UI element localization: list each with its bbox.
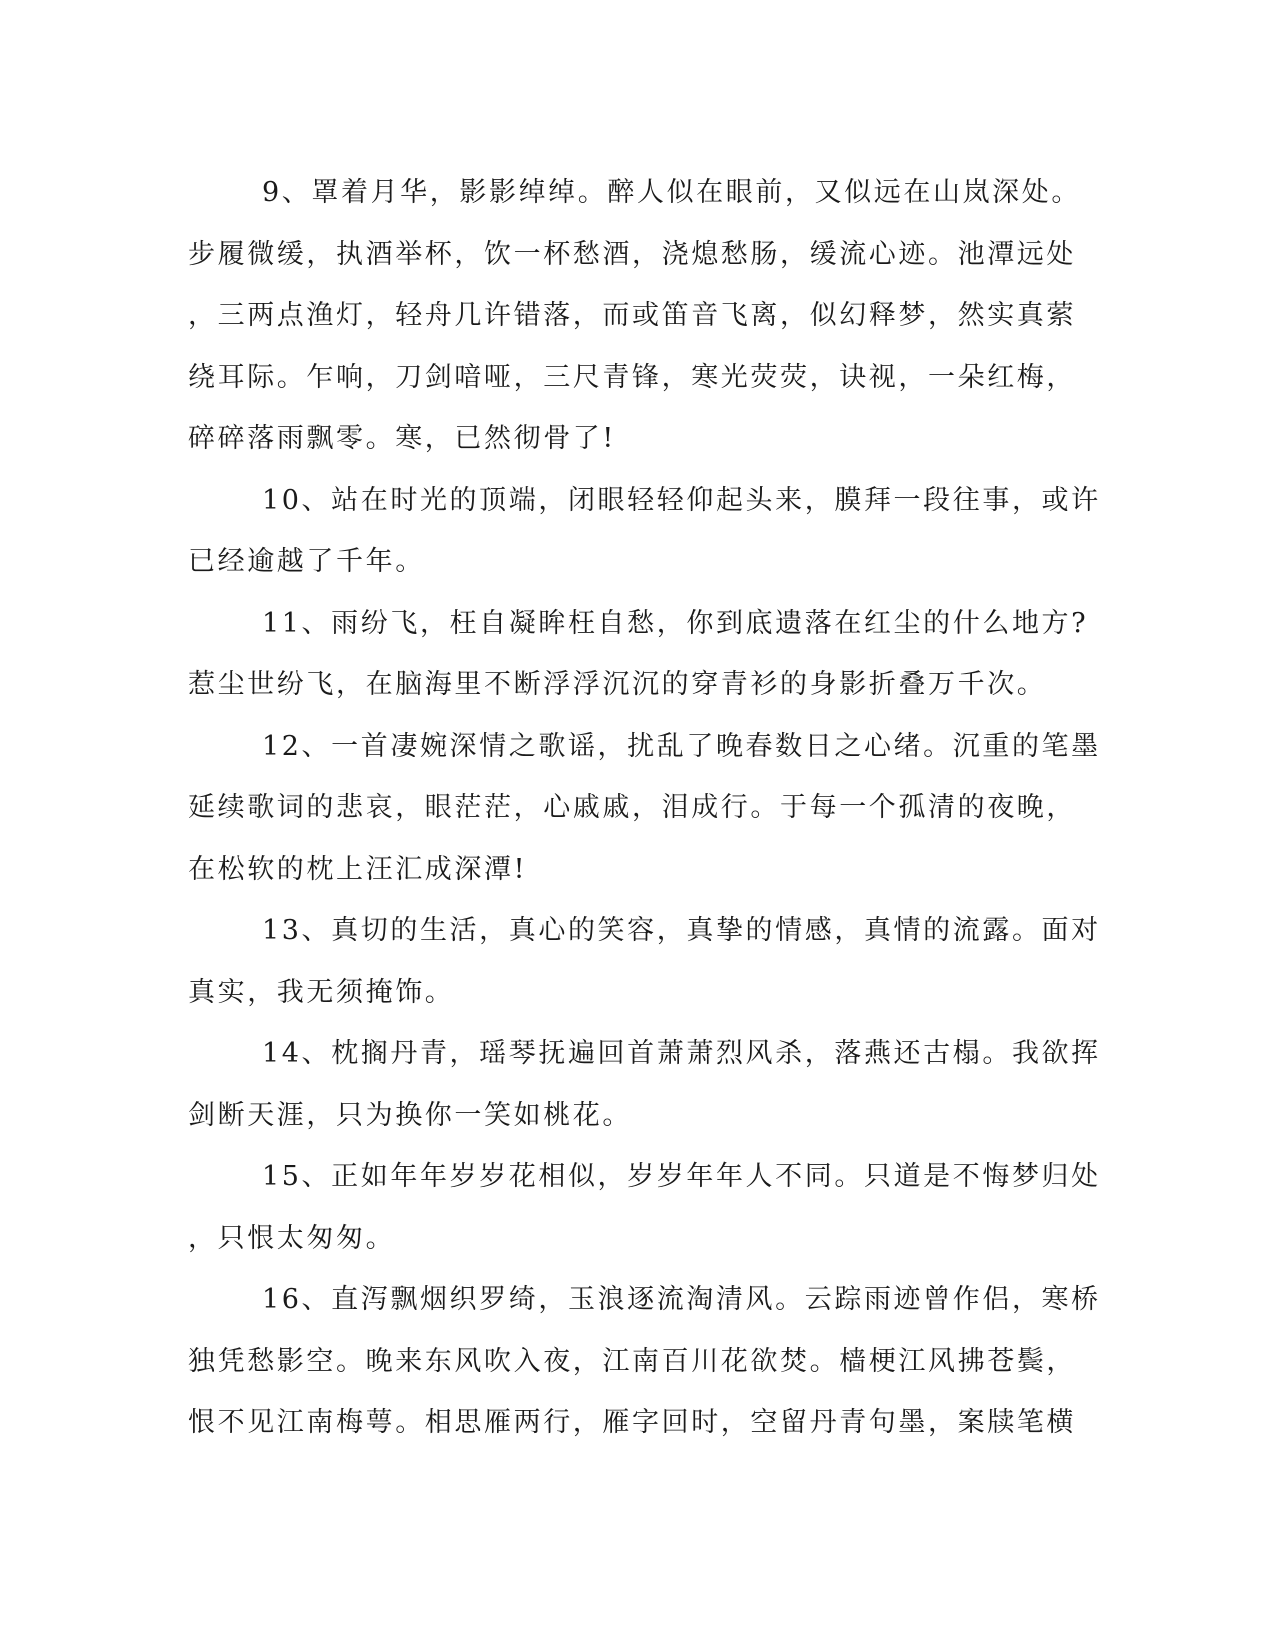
text-line: ，只恨太匆匆。: [188, 1222, 396, 1254]
paragraph-14: [188, 1023, 1101, 1146]
paragraph-10: [188, 470, 1101, 593]
text-line: 绕耳际。乍响，刀剑喑哑，三尺青锋，寒光荧荧，诀视，一朵红梅，: [188, 361, 1076, 393]
body-text: [188, 162, 1101, 1454]
paragraph-9: [188, 162, 1081, 470]
text-line: 10、站在时光的顶端，闭眼轻轻仰起头来，膜拜一段往事，或许: [262, 484, 1101, 516]
text-line: 在松软的枕上汪汇成深潭!: [188, 853, 528, 885]
paragraph-16: [188, 1269, 1101, 1454]
text-line: 已经逾越了千年。: [188, 546, 425, 577]
text-line: 9、罩着月华，影影绰绰。醉人似在眼前，又似远在山岚深处。: [262, 177, 1081, 208]
text-line: 13、真切的生活，真心的笑容，真挚的情感，真情的流露。面对: [262, 915, 1101, 946]
text-line: 11、雨纷飞，枉自凝眸枉自愁，你到底遗落在红尘的什么地方?: [262, 607, 1089, 639]
text-line: 步履微缓，执酒举杯，饮一杯愁酒，浇熄愁肠，缓流心迹。池潭远处: [188, 238, 1076, 270]
text-line: 剑断天涯，只为换你一笑如桃花。: [188, 1099, 632, 1131]
text-line: 16、直泻飘烟织罗绮，玉浪逐流淘清风。云踪雨迹曾作侣，寒桥: [262, 1284, 1101, 1315]
text-line: 独凭愁影空。晚来东风吹入夜，江南百川花欲焚。樯梗江风拂苍鬓，: [188, 1345, 1076, 1377]
text-line: 12、一首凄婉深情之歌谣，扰乱了晚春数日之心绪。沉重的笔墨: [262, 730, 1101, 762]
text-line: 延续歌词的悲哀，眼茫茫，心戚戚，泪成行。于每一个孤清的夜晚，: [188, 792, 1076, 823]
text-line: 真实，我无须掩饰。: [188, 976, 455, 1008]
text-line: 15、正如年年岁岁花相似，岁岁年年人不同。只道是不悔梦归处: [262, 1161, 1101, 1192]
paragraph-13: [188, 900, 1101, 1023]
text-line: 14、枕搁丹青，瑶琴抚遍回首萧萧烈风杀，落燕还古榻。我欲挥: [262, 1038, 1101, 1069]
paragraph-15: [188, 1146, 1101, 1269]
text-line: 惹尘世纷飞，在脑海里不断浮浮沉沉的穿青衫的身影折叠万千次。: [188, 669, 1047, 700]
text-line: 恨不见江南梅萼。相思雁两行，雁字回时，空留丹青句墨，案牍笔横: [188, 1407, 1076, 1438]
paragraph-12: [188, 716, 1101, 901]
text-line: ，三两点渔灯，轻舟几许错落，而或笛音飞离，似幻释梦，然实真萦: [188, 300, 1076, 331]
paragraph-11: [188, 593, 1089, 716]
text-line: 碎碎落雨飘零。寒，已然彻骨了!: [188, 423, 616, 454]
